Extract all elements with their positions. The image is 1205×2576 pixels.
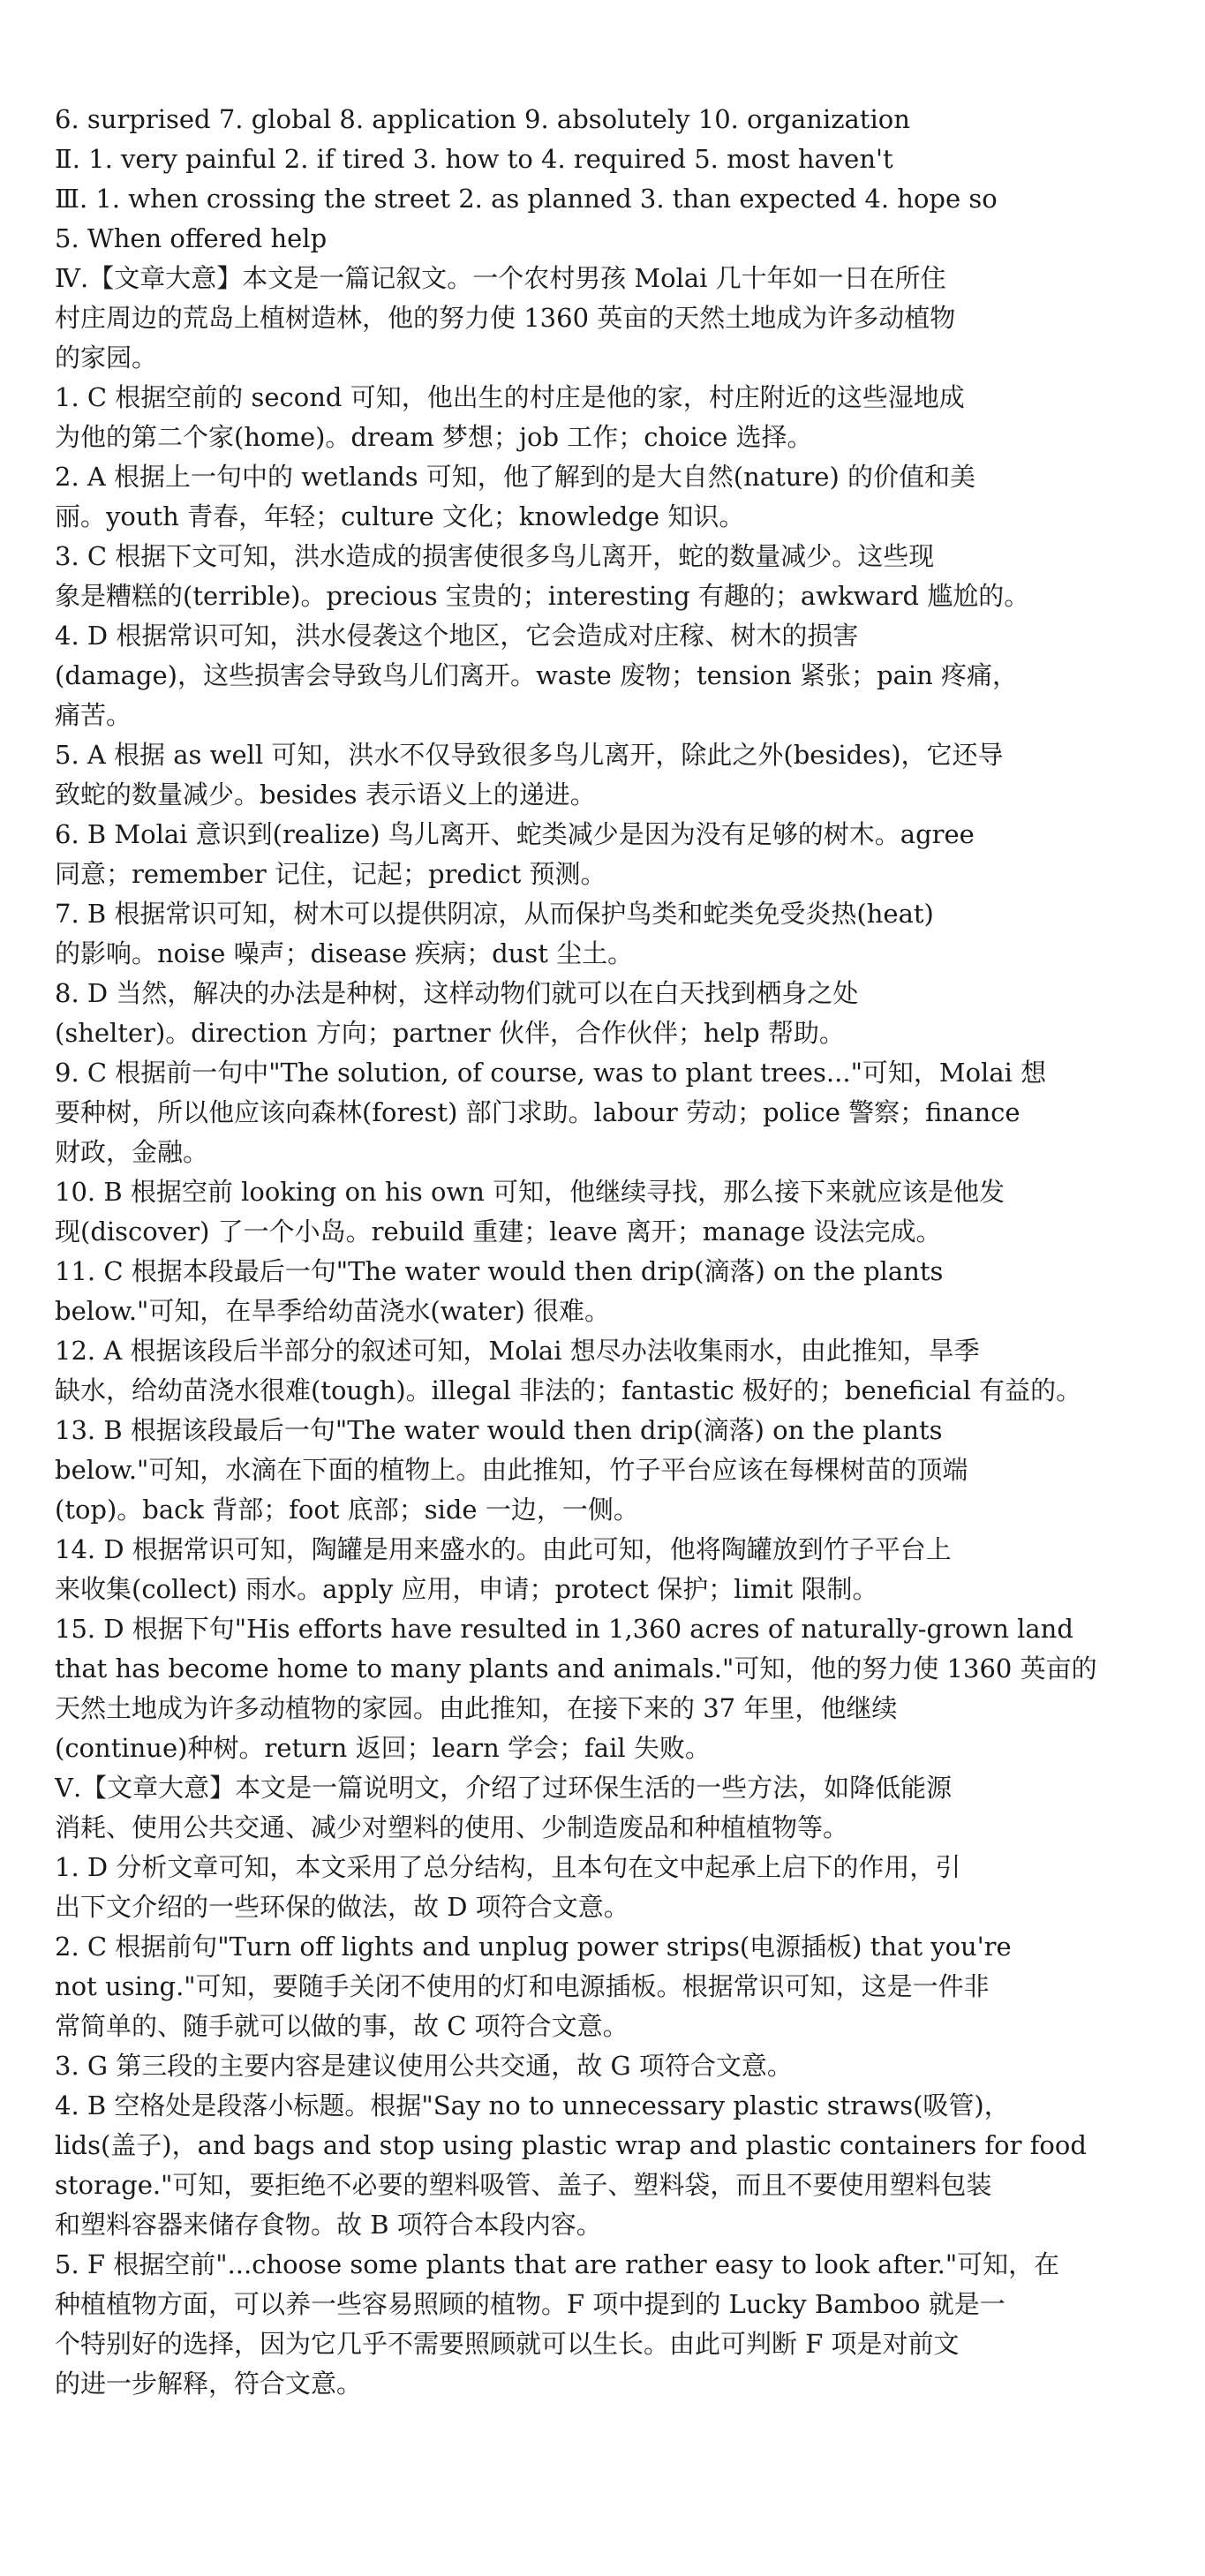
text-line: 常简单的、随手就可以做的事，故 C 项符合文意。 [55, 2011, 629, 2041]
text-line: 同意；remember 记住，记起；predict 预测。 [55, 859, 606, 889]
text-line: Ⅴ.【文章大意】本文是一篇说明文，介绍了过环保生活的一些方法，如降低能源 [55, 1773, 953, 1803]
text-line: below."可知，在旱季给幼苗浇水(water) 很难。 [55, 1296, 611, 1326]
text-line: 个特别好的选择，因为它几乎不需要照顾就可以生长。由此可判断 F 项是对前文 [55, 2329, 960, 2359]
text-line: 10. B 根据空前 looking on his own 可知，他继续寻找，那么接下来就应该是他发 [55, 1177, 1005, 1207]
text-line: 村庄周边的荒岛上植树造林，他的努力使 1360 英亩的天然土地成为许多动植物 [55, 303, 956, 333]
answer-text-block [55, 100, 1149, 2404]
text-line: 的进一步解释，符合文意。 [55, 2369, 363, 2399]
text-line: Ⅱ. 1. very painful 2. if tired 3. how to 4. required 5. most haven't [55, 144, 893, 174]
text-line: 和塑料容器来储存食物。故 B 项符合本段内容。 [55, 2210, 602, 2240]
text-line: 天然土地成为许多动植物的家园。由此推知，在接下来的 37 年里，他继续 [55, 1693, 898, 1723]
text-line: 致蛇的数量减少。besides 表示语义上的递进。 [55, 780, 596, 810]
text-line: 的家园。 [55, 343, 158, 373]
text-line: Ⅳ.【文章大意】本文是一篇记叙文。一个农村男孩 Molai 几十年如一日在所住 [55, 263, 946, 293]
text-line: (continue)种树。return 返回；learn 学会；fail 失败。 [55, 1733, 711, 1763]
text-line: 6. B Molai 意识到(realize) 鸟儿离开、蛇类减少是因为没有足够的树木。agree [55, 819, 975, 849]
text-line: 现(discover) 了一个小岛。rebuild 重建；leave 离开；manage 设法完成。 [55, 1216, 942, 1247]
text-line: 要种树，所以他应该向森林(forest) 部门求助。labour 劳动；police 警察；finance [55, 1097, 1020, 1127]
text-line: (damage)，这些损害会导致鸟儿们离开。waste 废物；tension 紧张；pain 疼痛， [55, 660, 1019, 690]
text-line: that has become home to many plants and animals."可知，他的努力使 1360 英亩的 [55, 1653, 1097, 1683]
text-line: 丽。youth 青春，年轻；culture 文化；knowledge 知识。 [55, 501, 745, 531]
text-line: 7. B 根据常识可知，树木可以提供阴凉，从而保护鸟类和蛇类免受炎热(heat) [55, 899, 934, 929]
text-line: 来收集(collect) 雨水。apply 应用，申请；protect 保护；limit 限制。 [55, 1574, 878, 1604]
text-line: 9. C 根据前一句中"The solution, of course, was to plant trees..."可知，Molai 想 [55, 1058, 1047, 1088]
text-line: 1. C 根据空前的 second 可知，他出生的村庄是他的家，村庄附近的这些湿地成 [55, 382, 965, 412]
text-line: lids(盖子)，and bags and stop using plastic wrap and plastic containers for food [55, 2130, 1087, 2160]
text-line: (shelter)。direction 方向；partner 伙伴，合作伙伴；help 帮助。 [55, 1018, 845, 1048]
text-line: 消耗、使用公共交通、减少对塑料的使用、少制造废品和种植植物等。 [55, 1812, 849, 1842]
text-line: Ⅲ. 1. when crossing the street 2. as planned 3. than expected 4. hope so [55, 184, 998, 214]
text-line: 痛苦。 [55, 700, 132, 730]
text-line: 6. surprised 7. global 8. application 9. absolutely 10. organization [55, 104, 910, 134]
text-line: 4. D 根据常识可知，洪水侵袭这个地区，它会造成对庄稼、树木的损害 [55, 621, 859, 651]
text-line: 2. A 根据上一句中的 wetlands 可知，他了解到的是大自然(nature) 的价值和美 [55, 462, 975, 492]
text-line: 3. G 第三段的主要内容是建议使用公共交通，故 G 项符合文意。 [55, 2051, 793, 2081]
text-line: not using."可知，要随手关闭不使用的灯和电源插板。根据常识可知，这是一件非 [55, 1971, 990, 2001]
text-line: 14. D 根据常识可知，陶罐是用来盛水的。由此可知，他将陶罐放到竹子平台上 [55, 1534, 952, 1564]
text-line: 15. D 根据下句"His efforts have resulted in 1,360 acres of naturally-grown land [55, 1614, 1073, 1644]
text-line: 财政，金融。 [55, 1137, 209, 1167]
text-line: 4. B 空格处是段落小标题。根据"Say no to unnecessary plastic straws(吸管)， [55, 2090, 1010, 2120]
text-line: 11. C 根据本段最后一句"The water would then drip(滴落) on the plants [55, 1256, 944, 1286]
text-line: 5. When offered help [55, 223, 328, 253]
text-line: 5. F 根据空前"...choose some plants that are rather easy to look after."可知，在 [55, 2249, 1060, 2279]
text-line: below."可知，水滴在下面的植物上。由此推知，竹子平台应该在每棵树苗的顶端 [55, 1455, 968, 1485]
text-line: 2. C 根据前句"Turn off lights and unplug power strips(电源插板) that you're [55, 1932, 1012, 1962]
text-line: 的影响。noise 噪声；disease 疾病；dust 尘土。 [55, 938, 634, 968]
text-line: 8. D 当然，解决的办法是种树，这样动物们就可以在白天找到栖身之处 [55, 978, 859, 1008]
text-line: 3. C 根据下文可知，洪水造成的损害使很多鸟儿离开，蛇的数量减少。这些现 [55, 541, 935, 571]
text-line: 12. A 根据该段后半部分的叙述可知，Molai 想尽办法收集雨水，由此推知，旱季 [55, 1336, 980, 1366]
text-line: 出下文介绍的一些环保的做法，故 D 项符合文意。 [55, 1892, 629, 1922]
text-line: (top)。back 背部；foot 底部；side 一边，一侧。 [55, 1495, 639, 1525]
text-line: 种植植物方面，可以养一些容易照顾的植物。F 项中提到的 Lucky Bamboo 就是一 [55, 2289, 1005, 2319]
text-line: 5. A 根据 as well 可知，洪水不仅导致很多鸟儿离开，除此之外(besides)，它还导 [55, 740, 1004, 770]
text-line: 13. B 根据该段最后一句"The water would then drip(滴落) on the plants [55, 1415, 943, 1445]
text-line: 缺水，给幼苗浇水很难(tough)。illegal 非法的；fantastic 极好的；beneficial 有益的。 [55, 1375, 1082, 1405]
text-line: 为他的第二个家(home)。dream 梦想；job 工作；choice 选择。 [55, 422, 813, 452]
text-line: 象是糟糕的(terrible)。precious 宝贵的；interesting 有趣的；awkward 尴尬的。 [55, 581, 1030, 611]
text-line: storage."可知，要拒绝不必要的塑料吸管、盖子、塑料袋，而且不要使用塑料包装 [55, 2170, 992, 2200]
text-line: 1. D 分析文章可知，本文采用了总分结构，且本句在文中起承上启下的作用，引 [55, 1852, 961, 1882]
